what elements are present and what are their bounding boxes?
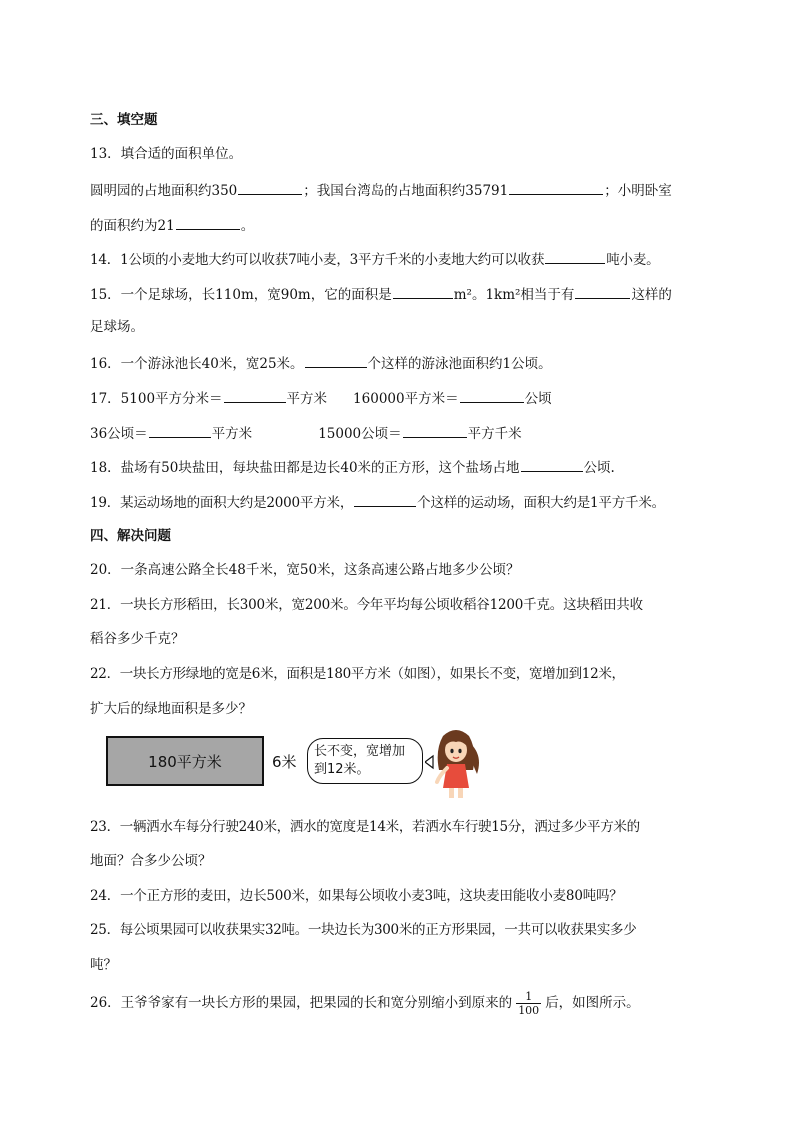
q19-text-a: 19．某运动场地的面积大约是2000平方米， xyxy=(90,495,354,511)
question-13-line1 xyxy=(90,180,672,200)
q13-blank-1[interactable] xyxy=(238,180,302,195)
q13-text-b: ；我国台湾岛的占地面积约35791 xyxy=(303,183,509,199)
question-13-line2 xyxy=(90,215,254,235)
fraction-numerator: 1 xyxy=(516,990,541,1004)
question-18 xyxy=(90,457,615,477)
q18-blank[interactable] xyxy=(521,457,583,472)
question-17-line1 xyxy=(90,388,552,408)
q17-blank-3[interactable] xyxy=(149,423,211,438)
q17-text-b: 平方米 xyxy=(286,391,328,407)
q13-blank-3[interactable] xyxy=(176,215,240,230)
question-22-line1: 22．一块长方形绿地的宽是6米，面积是180平方米（如图），如果长不变，宽增加到12米， xyxy=(90,666,625,682)
q17-text-g: 15000公顷＝ xyxy=(318,426,402,442)
q17-text-c: 160000平方米＝ xyxy=(353,391,459,407)
question-15-line1 xyxy=(90,284,672,304)
q14-text-b: 吨小麦。 xyxy=(606,252,660,268)
q17-text-a: 17．5100平方分米＝ xyxy=(90,391,223,407)
q16-text-b: 个这样的游泳池面积约1公顷。 xyxy=(367,356,552,372)
section-title-fill-blank: 三、填空题 xyxy=(90,112,158,128)
speech-bubble-line2: 到12米。 xyxy=(314,762,370,777)
q17-text-d: 公顷 xyxy=(524,391,552,407)
question-13-head: 13．填合适的面积单位。 xyxy=(90,146,243,162)
q15-blank-1[interactable] xyxy=(393,284,453,299)
q13-text-a: 圆明园的占地面积约350 xyxy=(90,183,238,199)
q14-blank[interactable] xyxy=(545,249,605,264)
q17-blank-2[interactable] xyxy=(460,388,524,403)
question-24: 24．一个正方形的麦田，边长500米，如果每公顷收小麦3吨，这块麦田能收小麦80吨吗？ xyxy=(90,888,623,904)
q26-text-a: 26．王爷爷家有一块长方形的果园，把果园的长和宽分别缩小到原来的 xyxy=(90,995,513,1011)
question-21-line1: 21．一块长方形稻田，长300米，宽200米。今年平均每公顷收稻谷1200千克。这块稻田共收 xyxy=(90,597,643,613)
girl-illustration xyxy=(425,726,487,800)
question-14 xyxy=(90,249,659,269)
q26-text-b: 后，如图所示。 xyxy=(545,995,640,1011)
q15-text-a: 15．一个足球场，长110m，宽90m，它的面积是 xyxy=(90,287,392,303)
question-25-line2: 吨？ xyxy=(90,957,117,973)
question-19 xyxy=(90,492,665,512)
question-25-line1: 25．每公顷果园可以收获果实32吨。一块边长为300米的正方形果园，一共可以收获果实多少 xyxy=(90,922,637,938)
q17-blank-1[interactable] xyxy=(224,388,286,403)
q18-text-b: 公顷. xyxy=(583,460,615,476)
q18-text-a: 18．盐场有50块盐田，每块盐田都是边长40米的正方形，这个盐场占地 xyxy=(90,460,520,476)
question-26 xyxy=(90,990,640,1017)
question-20: 20．一条高速公路全长48千米，宽50米，这条高速公路占地多少公顷？ xyxy=(90,562,520,578)
q14-text-a: 14．1公顷的小麦地大约可以收获7吨小麦，3平方千米的小麦地大约可以收获 xyxy=(90,252,545,268)
fraction-one-hundredth xyxy=(516,990,541,1017)
q13-text-d: 的面积约为21 xyxy=(90,218,175,234)
section-title-solve-problems: 四、解决问题 xyxy=(90,528,171,544)
q13-text-e: 。 xyxy=(240,218,255,234)
q13-blank-2[interactable] xyxy=(509,180,603,195)
question-23-line1: 23．一辆洒水车每分行驶240米，洒水的宽度是14米，若洒水车行驶15分，洒过多少平方米的 xyxy=(90,819,640,835)
q15-blank-2[interactable] xyxy=(575,284,630,299)
speech-bubble-line1: 长不变，宽增加 xyxy=(314,744,406,759)
width-label: 6米 xyxy=(272,753,297,771)
q16-text-a: 16．一个游泳池长40米，宽25米。 xyxy=(90,356,304,372)
question-23-line2: 地面？合多少公顷？ xyxy=(90,853,212,869)
question-16 xyxy=(90,353,552,373)
q19-blank[interactable] xyxy=(354,492,416,507)
q17-blank-4[interactable] xyxy=(403,423,467,438)
q19-text-b: 个这样的运动场，面积大约是1平方千米。 xyxy=(417,495,665,511)
q15-text-c: 这样的 xyxy=(631,287,672,303)
q13-text-c: ；小明卧室 xyxy=(604,183,672,199)
question-21-line2: 稻谷多少千克？ xyxy=(90,631,185,647)
question-17-line2 xyxy=(90,423,522,443)
speech-bubble xyxy=(307,738,423,784)
question-22-line2: 扩大后的绿地面积是多少？ xyxy=(90,701,252,717)
fraction-denominator: 100 xyxy=(518,1004,540,1017)
green-area-rectangle: 180平方米 xyxy=(106,736,264,786)
q16-blank[interactable] xyxy=(305,353,367,368)
q17-text-h: 平方千米 xyxy=(467,426,522,442)
question-15-line2: 足球场。 xyxy=(90,319,144,335)
q15-text-b: m²。1km²相当于有 xyxy=(453,287,575,303)
q17-text-f: 平方米 xyxy=(211,426,253,442)
q17-text-e: 36公顷＝ xyxy=(90,426,148,442)
